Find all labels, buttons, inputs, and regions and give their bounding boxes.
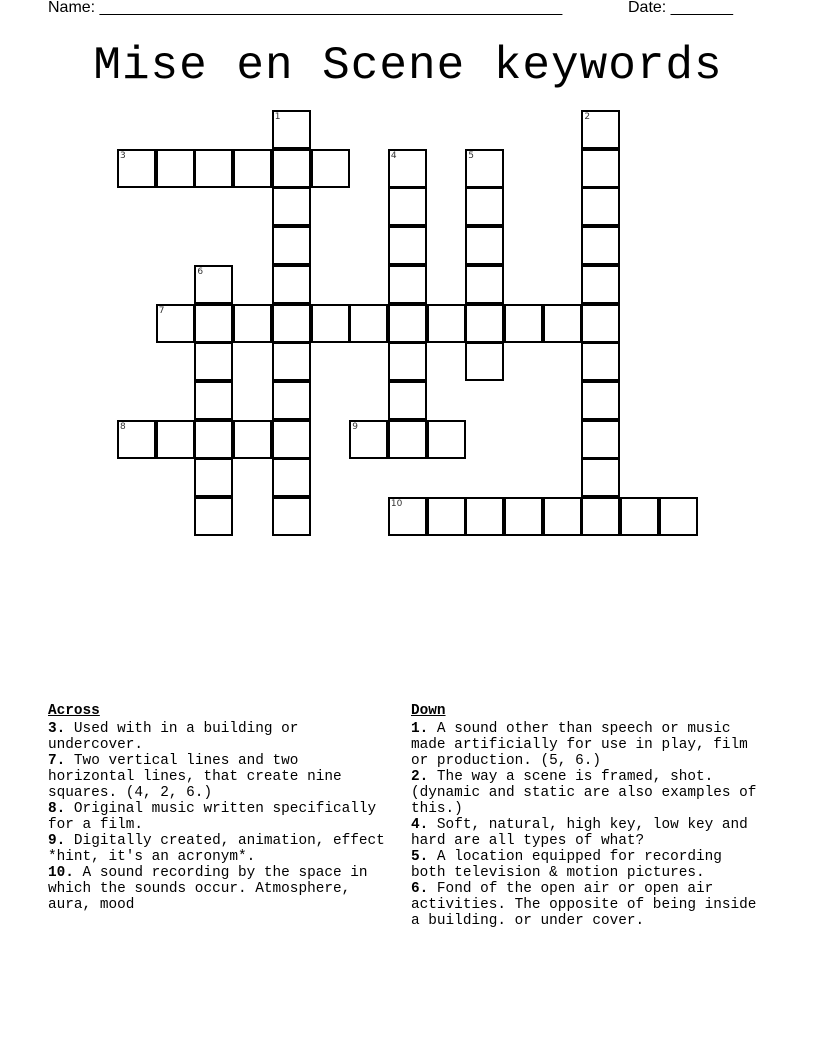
grid-cell[interactable] — [620, 497, 659, 536]
clue-text: The way a scene is framed, shot. (dynamic and static are also examples of this.) — [411, 769, 757, 817]
grid-cell[interactable] — [388, 497, 427, 536]
clue-number: 9. — [48, 833, 66, 849]
grid-cell[interactable] — [272, 304, 311, 343]
clue-text: A sound recording by the space in which the sounds occur. Atmosphere, aura, mood — [48, 865, 368, 913]
clue-number-2: 2 — [584, 112, 591, 122]
grid-cell[interactable] — [194, 149, 233, 188]
across-heading: Across — [48, 703, 100, 719]
grid-cell[interactable] — [427, 497, 466, 536]
grid-cell[interactable] — [388, 381, 427, 420]
across-clues — [48, 703, 388, 913]
grid-cell[interactable] — [388, 265, 427, 304]
grid-cell[interactable] — [117, 420, 156, 459]
clue-number-5: 5 — [468, 150, 475, 161]
clue-number-10: 10 — [390, 499, 403, 509]
grid-cell[interactable] — [581, 342, 620, 381]
grid-cell[interactable] — [194, 265, 233, 304]
clue-number-3: 3 — [120, 150, 126, 161]
grid-cell[interactable] — [581, 381, 620, 420]
grid-cell[interactable] — [194, 304, 233, 343]
clue-number: 8. — [48, 801, 66, 817]
grid-cell[interactable] — [272, 110, 311, 149]
grid-cell[interactable] — [311, 304, 350, 343]
down-clue — [411, 881, 761, 929]
clue-text: Original music written specifically for a film. — [48, 801, 377, 833]
date-field-label: Date: _______ — [628, 0, 733, 16]
grid-cell[interactable] — [233, 304, 272, 343]
grid-cell[interactable] — [465, 304, 504, 343]
grid-cell[interactable] — [233, 420, 272, 459]
clue-number-9: 9 — [352, 421, 358, 432]
clue-number-7: 7 — [158, 305, 165, 316]
grid-cell[interactable] — [465, 187, 504, 226]
grid-cell[interactable] — [272, 342, 311, 381]
grid-cell[interactable] — [272, 187, 311, 226]
across-clue — [48, 833, 388, 865]
grid-cell[interactable] — [388, 149, 427, 188]
grid-cell[interactable] — [311, 149, 350, 188]
down-clue — [411, 817, 761, 849]
name-field-label: Name: ____________________________________________________ — [48, 0, 563, 16]
grid-cell[interactable] — [465, 342, 504, 381]
grid-cell[interactable] — [117, 149, 156, 188]
grid-cell[interactable] — [272, 420, 311, 459]
clue-number: 5. — [411, 849, 429, 865]
clue-number-6: 6 — [197, 266, 204, 277]
across-clue — [48, 753, 388, 801]
grid-cell[interactable] — [388, 304, 427, 343]
grid-cell[interactable] — [272, 265, 311, 304]
grid-cell[interactable] — [581, 497, 620, 536]
grid-cell[interactable] — [659, 497, 698, 536]
grid-cell[interactable] — [465, 265, 504, 304]
grid-cell[interactable] — [156, 149, 195, 188]
grid-cell[interactable] — [194, 342, 233, 381]
across-clue — [48, 721, 388, 753]
grid-cell[interactable] — [427, 304, 466, 343]
across-clue — [48, 865, 388, 913]
grid-cell[interactable] — [349, 420, 388, 459]
grid-cell[interactable] — [388, 226, 427, 265]
clue-number: 7. — [48, 753, 66, 769]
clue-number: 3. — [48, 721, 66, 737]
grid-cell[interactable] — [465, 497, 504, 536]
across-clue — [48, 801, 388, 833]
grid-cell[interactable] — [156, 304, 195, 343]
grid-cell[interactable] — [581, 458, 620, 497]
down-heading: Down — [411, 703, 446, 719]
grid-cell[interactable] — [272, 226, 311, 265]
clue-text: A location equipped for recording both television & motion pictures. — [411, 849, 722, 881]
grid-cell[interactable] — [581, 265, 620, 304]
down-clues — [411, 703, 761, 929]
grid-cell[interactable] — [543, 497, 582, 536]
grid-cell[interactable] — [543, 304, 582, 343]
grid-cell[interactable] — [427, 420, 466, 459]
clue-text: Fond of the open air or open air activities. The opposite of being inside a building. or under cover. — [411, 881, 757, 929]
grid-cell[interactable] — [388, 420, 427, 459]
down-clue — [411, 849, 761, 881]
grid-cell[interactable] — [156, 420, 195, 459]
grid-cell[interactable] — [233, 149, 272, 188]
clue-text: Used with in a building or undercover. — [48, 721, 299, 753]
clue-text: Two vertical lines and two horizontal lines, that create nine squares. (4, 2, 6.) — [48, 753, 342, 801]
grid-cell[interactable] — [581, 304, 620, 343]
grid-cell[interactable] — [388, 187, 427, 226]
clue-number: 4. — [411, 817, 429, 833]
clue-number: 10. — [48, 865, 74, 881]
grid-cell[interactable] — [581, 149, 620, 188]
clue-number-1: 1 — [274, 112, 281, 122]
grid-cell[interactable] — [272, 381, 311, 420]
grid-cell[interactable] — [349, 304, 388, 343]
page-title: Mise en Scene keywords — [93, 40, 723, 92]
grid-cell[interactable] — [581, 226, 620, 265]
clue-text: Digitally created, animation, effect *hint, it's an acronym*. — [48, 833, 385, 865]
clue-number-4: 4 — [390, 150, 397, 161]
grid-cell[interactable] — [194, 381, 233, 420]
grid-cell[interactable] — [272, 497, 311, 536]
grid-cell[interactable] — [388, 342, 427, 381]
clue-number: 6. — [411, 881, 429, 897]
clue-text: A sound other than speech or music made artificially for use in play, film or production. (5, 6.) — [411, 721, 748, 769]
grid-cell[interactable] — [272, 149, 311, 188]
grid-cell[interactable] — [581, 187, 620, 226]
grid-cell[interactable] — [272, 458, 311, 497]
down-clue — [411, 721, 761, 769]
grid-cell[interactable] — [194, 458, 233, 497]
clue-number-8: 8 — [120, 421, 126, 432]
clue-number: 1. — [411, 721, 429, 737]
clue-number: 2. — [411, 769, 429, 785]
grid-cell[interactable] — [194, 497, 233, 536]
clue-text: Soft, natural, high key, low key and hard are all types of what? — [411, 817, 748, 849]
down-clue — [411, 769, 761, 817]
grid-cell[interactable] — [194, 420, 233, 459]
grid-cell[interactable] — [465, 226, 504, 265]
grid-cell[interactable] — [581, 110, 620, 149]
grid-cell[interactable] — [465, 149, 504, 188]
grid-cell[interactable] — [504, 497, 543, 536]
grid-cell[interactable] — [504, 304, 543, 343]
grid-cell[interactable] — [581, 420, 620, 459]
